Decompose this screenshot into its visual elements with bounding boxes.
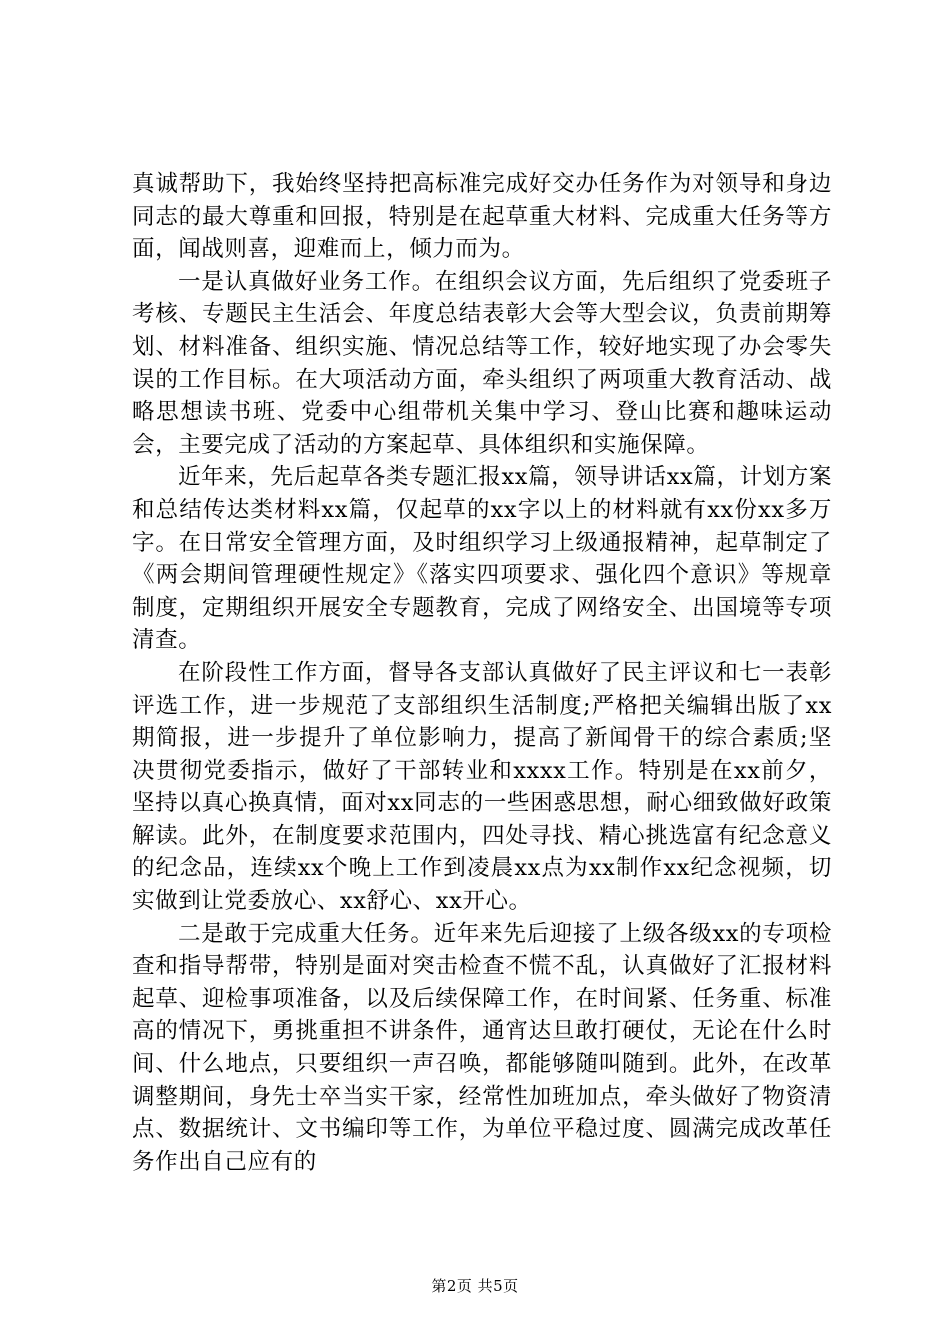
paragraph-1: 真诚帮助下，我始终坚持把高标准完成好交办任务作为对领导和身边同志的最大尊重和回报，特别是在起草重大材料、完成重大任务等方面，闻战则喜，迎难而上，倾力而为。 [132,171,832,263]
paragraph-5: 二是敢于完成重大任务。近年来先后迎接了上级各级xx的专项检查和指导帮带，特别是面对突击检查不慌不乱，认真做好了汇报材料起草、迎检事项准备，以及后续保障工作，在时间紧、任务重、标准高的情况下，勇挑重担不讲条件，通宵达旦敢打硬仗，无论在什么时间、什么地点，只要组织一声召唤，都能够随叫随到。此外，在改革调整期间，身先士卒当实干家，经常性加班加点，牵头做好了物资清点、数据统计、文书编印等工作，为单位平稳过度、圆满完成改革任务作出自己应有的 [132,920,832,1175]
paragraph-3: 近年来，先后起草各类专题汇报xx篇，领导讲话xx篇，计划方案和总结传达类材料xx篇，仅起草的xx字以上的材料就有xx份xx多万字。在日常安全管理方面，及时组织学习上级通报精神，起草制定了《两会期间管理硬性规定》《落实四项要求、强化四个意识》等规章制度，定期组织开展安全专题教育，完成了网络安全、出国境等专项清查。 [132,464,832,654]
document-body [132,168,832,1178]
paragraph-4: 在阶段性工作方面，督导各支部认真做好了民主评议和七一表彰评选工作，进一步规范了支部组织生活制度;严格把关编辑出版了xx期简报，进一步提升了单位影响力，提高了新闻骨干的综合素质;坚决贯彻党委指示，做好了干部转业和xxxx工作。特别是在xx前夕，坚持以真心换真情，面对xx同志的一些困惑思想，耐心细致做好政策解读。此外，在制度要求范围内，四处寻找、精心挑选富有纪念意义的纪念品，连续xx个晚上工作到凌晨xx点为xx制作xx纪念视频，切实做到让党委放心、xx舒心、xx开心。 [132,659,832,915]
paragraph-2: 一是认真做好业务工作。在组织会议方面，先后组织了党委班子考核、专题民主生活会、年度总结表彰大会等大型会议，负责前期筹划、材料准备、组织实施、情况总结等工作，较好地实现了办会零失误的工作目标。在大项活动方面，牵头组织了两项重大教育活动、战略思想读书班、党委中心组带机关集中学习、登山比赛和趣味运动会，主要完成了活动的方案起草、具体组织和实施保障。 [132,268,832,458]
page-number-footer: 第2页 共5页 [431,1277,519,1295]
